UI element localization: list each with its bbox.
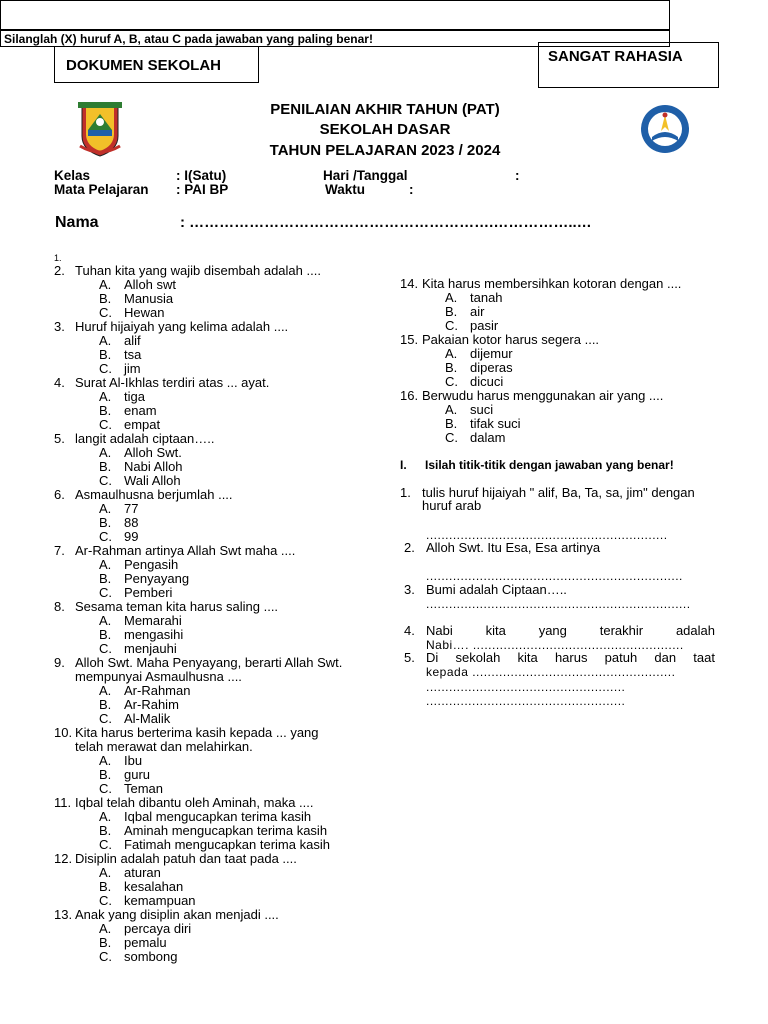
option-letter: C.: [99, 473, 112, 488]
question-number: 10.: [54, 725, 73, 740]
option-text: Pengasih: [124, 557, 179, 572]
question-text: Asmaulhusna berjumlah ....: [75, 487, 233, 502]
option-letter: B.: [99, 403, 112, 418]
option-letter: C.: [99, 361, 112, 376]
option-text: 99: [124, 529, 139, 544]
option-letter: A.: [99, 683, 112, 698]
option-text: 88: [124, 515, 139, 530]
question-text: Iqbal telah dibantu oleh Aminah, maka ....: [75, 795, 314, 810]
answer-line: ...................................................................: [426, 569, 683, 583]
essay-item-text: Bumi adalah Ciptaan…..: [426, 582, 567, 597]
option-text: Memarahi: [124, 613, 182, 628]
academic-year: TAHUN PELAJARAN 2023 / 2024: [269, 142, 501, 159]
time-colon: :: [409, 182, 414, 197]
option-letter: A.: [99, 865, 112, 880]
option-letter: B.: [99, 767, 112, 782]
option-text: Fatimah mengucapkan terima kasih: [124, 837, 330, 852]
essay-item-number: 4.: [404, 623, 415, 638]
essay-section-title: Isilah titik-titik dengan jawaban yang benar!: [425, 458, 674, 472]
question-text: langit adalah ciptaan…..: [75, 431, 215, 446]
option-text: Al-Malik: [124, 711, 171, 726]
question-text: Kita harus membersihkan kotoran dengan ....: [422, 276, 682, 291]
essay-item-text-cont: huruf arab: [422, 498, 482, 513]
class-value: : I(Satu): [176, 168, 227, 183]
option-letter: A.: [99, 277, 112, 292]
option-letter: C.: [99, 529, 112, 544]
class-label: Kelas: [54, 168, 91, 183]
option-letter: B.: [99, 823, 112, 838]
option-text: aturan: [124, 865, 161, 880]
option-text: sombong: [124, 949, 178, 964]
option-text: Manusia: [124, 291, 174, 306]
option-text: Alloh Swt.: [124, 445, 182, 460]
option-letter: B.: [445, 416, 458, 431]
date-label: Hari /Tanggal: [323, 168, 408, 183]
option-text: Ar-Rahman: [124, 683, 191, 698]
option-text: Aminah mengucapkan terima kasih: [124, 823, 328, 838]
option-text: Iqbal mengucapkan terima kasih: [124, 809, 312, 824]
question-number: 2.: [54, 263, 65, 278]
question-number: 13.: [54, 907, 73, 922]
option-letter: A.: [99, 557, 112, 572]
option-text: 77: [124, 501, 139, 516]
document-type-box: [54, 46, 259, 83]
essay-item-number: 3.: [404, 582, 415, 597]
option-letter: C.: [99, 781, 112, 796]
question-text-cont: telah merawat dan melahirkan.: [75, 739, 253, 754]
question-text: Alloh Swt. Maha Penyayang, berarti Allah Swt.: [75, 655, 343, 670]
option-text: pasir: [470, 318, 499, 333]
question-text: Pakaian kotor harus segera ....: [422, 332, 600, 347]
question-number: 15.: [400, 332, 419, 347]
option-letter: B.: [445, 360, 458, 375]
question-number: 8.: [54, 599, 65, 614]
confidential-box: [538, 42, 719, 88]
question-number: 6.: [54, 487, 65, 502]
tut-wuri-handayani-logo: [632, 103, 698, 155]
option-letter: B.: [99, 627, 112, 642]
option-letter: C.: [99, 585, 112, 600]
essay-item-text: tulis huruf hijaiyah " alif, Ba, Ta, sa, jim" dengan: [422, 485, 695, 500]
essay-item-text: Nabi kita yang terakhir adalah: [426, 623, 715, 638]
option-letter: A.: [99, 921, 112, 936]
essay-item-number: 1.: [400, 485, 411, 500]
essay-item-number: 2.: [404, 540, 415, 555]
question-number: 9.: [54, 655, 65, 670]
stray-number: 1.: [54, 253, 62, 263]
option-letter: A.: [445, 346, 458, 361]
option-letter: B.: [99, 347, 112, 362]
option-letter: B.: [99, 515, 112, 530]
option-letter: A.: [99, 445, 112, 460]
option-letter: B.: [99, 935, 112, 950]
subject-value: : PAI BP: [176, 182, 229, 197]
essay-item-text: Di sekolah kita harus patuh dan taat: [426, 650, 715, 665]
essay-item-text-cont: Nabi…. .......................................................: [426, 638, 684, 652]
option-letter: A.: [99, 613, 112, 628]
option-text: Wali Alloh: [124, 473, 181, 488]
school-level: SEKOLAH DASAR: [319, 121, 451, 138]
option-text: enam: [124, 403, 157, 418]
exam-title: PENILAIAN AKHIR TAHUN (PAT): [270, 101, 500, 118]
option-letter: C.: [445, 318, 458, 333]
option-text: suci: [470, 402, 494, 417]
time-label: Waktu: [325, 182, 365, 197]
option-letter: A.: [445, 290, 458, 305]
option-text: Teman: [124, 781, 164, 796]
essay-item-text: Alloh Swt. Itu Esa, Esa artinya: [426, 540, 601, 555]
option-letter: C.: [99, 711, 112, 726]
option-letter: B.: [445, 304, 458, 319]
question-number: 4.: [54, 375, 65, 390]
option-text: kemampuan: [124, 893, 196, 908]
option-text: Nabi Alloh: [124, 459, 183, 474]
option-text: air: [470, 304, 485, 319]
question-text: Tuhan kita yang wajib disembah adalah ....: [75, 263, 321, 278]
option-letter: C.: [99, 837, 112, 852]
answer-line: ....................................................: [426, 680, 626, 694]
confidential-label: SANGAT RAHASIA: [548, 48, 683, 65]
answer-line: ...............................................................: [426, 528, 668, 542]
option-letter: A.: [445, 402, 458, 417]
question-text: Anak yang disiplin akan menjadi ....: [75, 907, 279, 922]
question-text: Sesama teman kita harus saling ....: [75, 599, 279, 614]
option-text: dicuci: [470, 374, 504, 389]
option-letter: B.: [99, 291, 112, 306]
question-number: 11.: [54, 795, 72, 810]
option-text: alif: [124, 333, 141, 348]
date-colon: :: [515, 168, 520, 183]
essay-item-text-cont: kepada .....................................................: [426, 665, 676, 679]
option-text: tiga: [124, 389, 145, 404]
option-text: pemalu: [124, 935, 167, 950]
document-type-label: DOKUMEN SEKOLAH: [66, 57, 222, 74]
question-text: Berwudu harus menggunakan air yang ....: [422, 388, 664, 403]
option-text: mengasihi: [124, 627, 184, 642]
question-number: 14.: [400, 276, 419, 291]
option-letter: A.: [99, 389, 112, 404]
option-text: Hewan: [124, 305, 165, 320]
option-letter: B.: [99, 459, 112, 474]
option-letter: C.: [99, 893, 112, 908]
question-number: 3.: [54, 319, 65, 334]
option-letter: C.: [445, 374, 458, 389]
question-number: 5.: [54, 431, 65, 446]
option-text: tanah: [470, 290, 503, 305]
essay-section-number: I.: [400, 458, 407, 472]
question-text: Kita harus berterima kasih kepada ... yang: [75, 725, 319, 740]
question-text: Ar-Rahman artinya Allah Swt maha ....: [75, 543, 296, 558]
question-number: 16.: [400, 388, 419, 403]
option-letter: C.: [99, 949, 112, 964]
name-label: Nama: [55, 214, 99, 231]
option-text: menjauhi: [124, 641, 177, 656]
name-field-box: [0, 0, 670, 30]
question-number: 7.: [54, 543, 65, 558]
instruction-text: Silanglah (X) huruf A, B, atau C pada jawaban yang paling benar!: [4, 32, 373, 46]
option-letter: C.: [99, 641, 112, 656]
option-text: jim: [124, 361, 141, 376]
option-text: guru: [124, 767, 151, 782]
option-text: Alloh swt: [124, 277, 177, 292]
subject-label: Mata Pelajaran: [54, 182, 149, 197]
option-letter: B.: [99, 879, 112, 894]
option-text: tsa: [124, 347, 142, 362]
option-letter: A.: [99, 333, 112, 348]
option-text: percaya diri: [124, 921, 192, 936]
option-text: tifak suci: [470, 416, 521, 431]
option-text: Penyayang: [124, 571, 190, 586]
option-letter: B.: [99, 697, 112, 712]
question-text: Huruf hijaiyah yang kelima adalah ....: [75, 319, 289, 334]
option-letter: A.: [99, 753, 112, 768]
option-text: empat: [124, 417, 161, 432]
option-text: Ibu: [124, 753, 143, 768]
essay-item-number: 5.: [404, 650, 415, 665]
option-letter: C.: [445, 430, 458, 445]
question-text: Disiplin adalah patuh dan taat pada ....: [75, 851, 297, 866]
regional-emblem-logo: [76, 100, 124, 158]
option-text: dalam: [470, 430, 506, 445]
answer-line: .....................................................................: [426, 597, 691, 611]
answer-line: ....................................................: [426, 694, 626, 708]
name-blank: : …………………………………………………….……………..…: [180, 214, 592, 231]
option-text: dijemur: [470, 346, 513, 361]
option-letter: C.: [99, 417, 112, 432]
option-letter: A.: [99, 809, 112, 824]
option-letter: A.: [99, 501, 112, 516]
option-text: diperas: [470, 360, 513, 375]
question-number: 12.: [54, 851, 73, 866]
option-text: Ar-Rahim: [124, 697, 179, 712]
question-text: Surat Al-Ikhlas terdiri atas ... ayat.: [75, 375, 270, 390]
option-letter: C.: [99, 305, 112, 320]
question-text-cont: mempunyai Asmaulhusna ....: [75, 669, 242, 684]
option-letter: B.: [99, 571, 112, 586]
option-text: Pemberi: [124, 585, 173, 600]
option-text: kesalahan: [124, 879, 184, 894]
